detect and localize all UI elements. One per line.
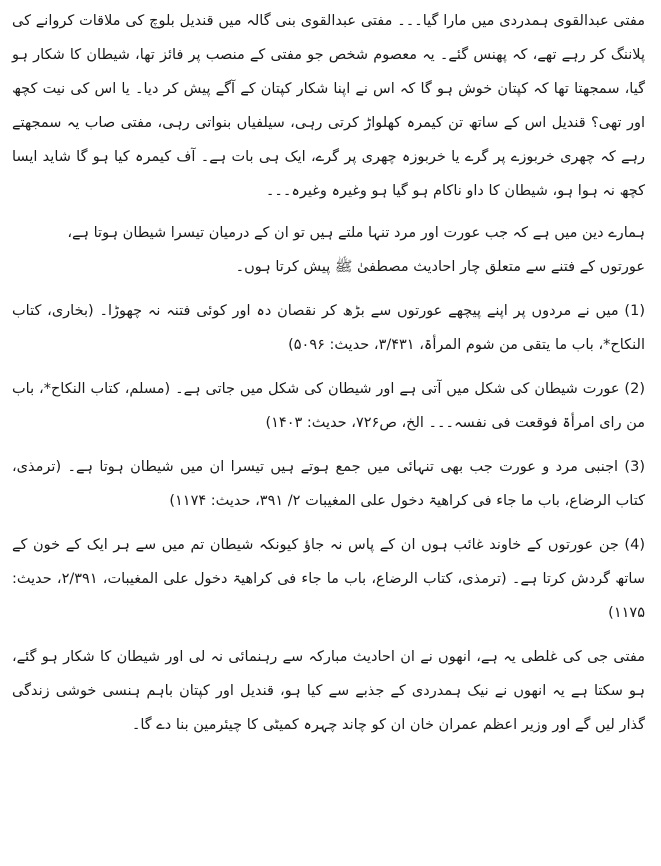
paragraph-intro: مفتی عبدالقوی ہمدردی میں مارا گیا۔۔۔ مفتی عبدالقوی بنی گالہ میں قندیل بلوچ کی ملاقات کروانے کی پلاننگ کر رہے تھے، کہ پھنس گئے۔ یہ معصوم شخص جو مفتی کے منصب پر فائز تھا، شیطان کا شکار ہو گیا، سمجھتا تھا کہ کپتان خوش ہو گا کہ اس نے اپنا شکار کپتان کے آگے پیش کر دیا۔ یا اس کی نیت کچھ اور تھی؟ قندیل اس کے ساتھ تن کیمرہ کھلواڑ کرتی رہی، سیلفیاں بنواتی رہی، مفتی صاب یہ سمجھتے رہے کہ چھری خربوزے پر گرے یا خربوزہ چھری پر گرے، ایک ہی بات ہے۔ آف کیمرہ کیا ہو گا شاید ایسا کچھ نہ ہوا ہو، شیطان کا داو ناکام ہو گیا ہو وغیرہ وغیرہ۔۔۔ <box>12 13 645 199</box>
hadith-4: (4) جن عورتوں کے خاوند غائب ہوں ان کے پاس نہ جاؤ کیونکہ شیطان تم میں سے ہر ایک کے خون کے ساتھ گردش کرتا ہے۔ (ترمذی، کتاب الرضاع، باب ما جاء فی کراھیۃ دخول علی المغیبات، ۲/۳۹۱، حدیث: ۱۱۷۵) <box>12 537 645 621</box>
paragraph-religion-note: ہمارے دین میں ہے کہ جب عورت اور مرد تنہا ملتے ہیں تو ان کے درمیان تیسرا شیطان ہوتا ہے، <box>67 225 645 241</box>
hadith-2: (2) عورت شیطان کی شکل میں آتی ہے اور شیطان کی شکل میں جاتی ہے۔ (مسلم، کتاب النکاح*، باب من رای امرأۃ فوقعت فی نفسہ۔۔۔ الخ، ص۷۲۶، حدیث: ۱۴۰۳) <box>12 381 645 431</box>
hadith-1: (1) میں نے مردوں پر اپنے پیچھے عورتوں سے بڑھ کر نقصان دہ اور کوئی فتنہ نہ چھوڑا۔ (بخاری، کتاب النکاح*، باب ما یتقی من شوم المرأۃ، ۳/۴۳۱، حدیث: ۵۰۹۶) <box>12 303 645 353</box>
paragraph-conclusion: مفتی جی کی غلطی یہ ہے، انھوں نے ان احادیث مبارکہ سے رہنمائی نہ لی اور شیطان کا شکار ہو گئے، ہو سکتا ہے یہ انھوں نے نیک ہمدردی کے جذبے سے کیا ہو، قندیل اور کپتان باہم ہنسی خوشی زندگی گذار لیں گے اور وزیر اعظم عمران خان ان کو چاند چہرہ کمیٹی کا چیئرمین بنا دے گا۔ <box>12 649 645 733</box>
paragraph-hadith-intro: عورتوں کے فتنے سے متعلق چار احادیث مصطفیٰ ﷺ پیش کرتا ہوں۔ <box>235 259 645 275</box>
hadith-3: (3) اجنبی مرد و عورت جب بھی تنہائی میں جمع ہوتے ہیں تیسرا ان میں شیطان ہوتا ہے۔ (ترمذی، کتاب الرضاع، باب ما جاء فی کراھیۃ دخول علی المغیبات ۲/ ۳۹۱، حدیث: ۱۱۷۴) <box>12 459 645 509</box>
